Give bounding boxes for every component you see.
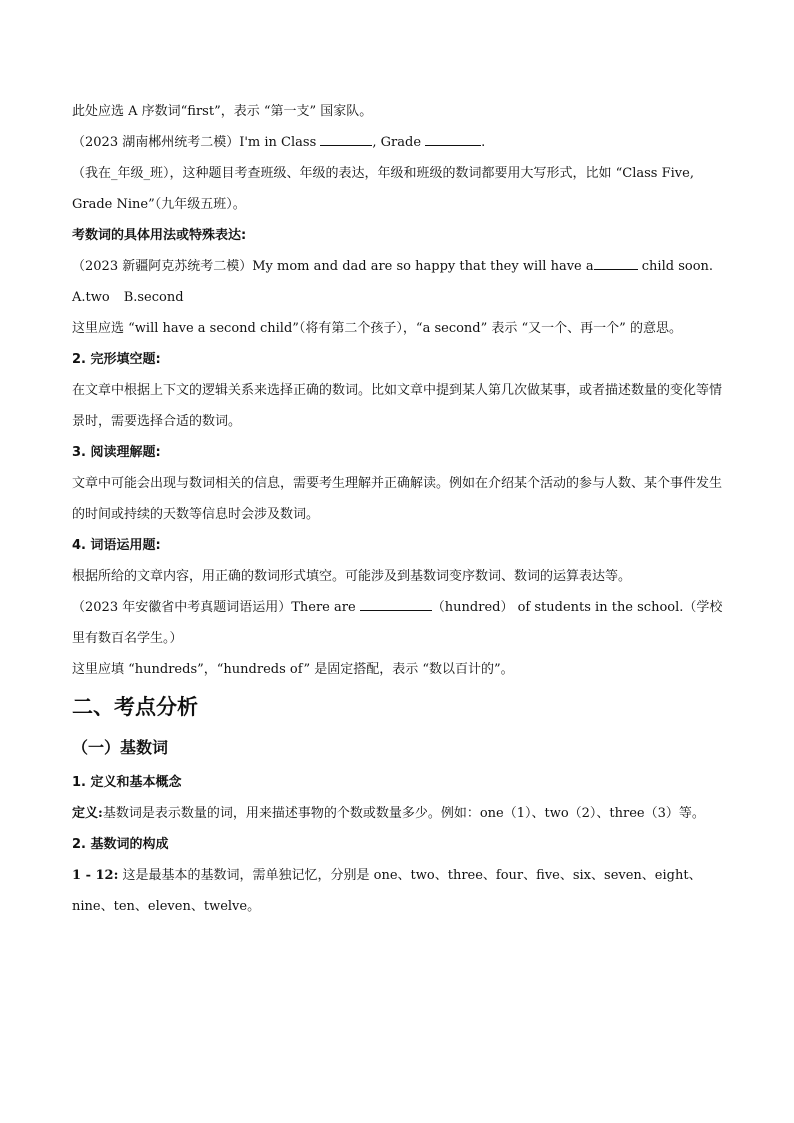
paragraph-word-usage: 根据所给的文章内容，用正确的数词形式填空。可能涉及到基数词变序数词、数词的运算表达等。 [72,569,632,584]
paragraph-class-grade-question [72,127,724,158]
question-text: . [481,135,486,150]
heading-definition: 1. 定义和基本概念 [72,775,182,790]
section-heading-analysis: 二、考点分析 [72,695,198,719]
heading-special-usage: 考数词的具体用法或特殊表达: [72,228,247,243]
answer-options [72,282,724,313]
question-text: child soon. [637,259,714,274]
heading-reading: 3. 阅读理解题: [72,445,161,460]
heading-cloze: 2. 完形填空题: [72,352,161,367]
formation-text: 这是最基本的基数词，需单独记忆，分别是 one、two、three、four、five、six、seven、eight、nine、ten、eleven、twelve。 [72,868,702,914]
question-text: （2023 湖南郴州统考二模）I'm in Class [72,135,321,150]
answer-blank[interactable] [320,133,372,146]
paragraph-first-answer: 此处应选 A 序数词“first”，表示 “第一支” 国家队。 [72,104,373,119]
definition-text: 基数词是表示数量的词，用来描述事物的个数或数量多少。例如：one（1）、two（2）、three（3）等。 [102,806,705,821]
question-text: （2023 年安徽省中考真题词语运用）There are [72,600,360,615]
answer-blank[interactable] [425,133,481,146]
paragraph-reading: 文章中可能会出现与数词相关的信息，需要考生理解并正确解读。例如在介绍某个活动的参与人数、某个事件发生的时间或持续的天数等信息时会涉及数词。 [72,476,723,522]
paragraph-formation [72,860,724,922]
question-text: （2023 新疆阿克苏统考二模）My mom and dad are so happy that they will have a [72,259,594,274]
paragraph-second-child-question [72,251,724,282]
paragraph-cloze: 在文章中根据上下文的逻辑关系来选择正确的数词。比如文章中提到某人第几次做某事，或者描述数量的变化等情景时，需要选择合适的数词。 [72,383,723,429]
definition-label: 定义: [72,806,103,821]
document-page [72,96,724,922]
option-a: A.two [72,290,110,305]
answer-blank[interactable] [360,598,432,611]
subsection-heading-cardinal: （一）基数词 [72,738,169,757]
option-b: B.second [123,290,184,305]
question-text: （hundred） of students in the school.（学校里有数百名学生。） [72,600,723,646]
answer-blank[interactable] [594,257,638,270]
paragraph-definition [72,798,724,829]
formation-label: 1 - 12: [72,868,119,883]
paragraph-class-grade-explanation: （我在_年级_班），这种题目考查班级、年级的表达，年级和班级的数词都要用大写形式，比如 “Class Five, Grade Nine”（九年级五班）。 [72,166,694,212]
paragraph-second-child-explanation: 这里应选 “will have a second child”（将有第二个孩子），“a second” 表示 “又一个、再一个” 的意思。 [72,321,682,336]
question-text: , Grade [372,135,426,150]
heading-word-usage: 4. 词语运用题: [72,538,161,553]
paragraph-hundreds-question [72,592,724,654]
paragraph-hundreds-explanation: 这里应填 “hundreds”，“hundreds of” 是固定搭配，表示 “数以百计的”。 [72,662,514,677]
heading-formation: 2. 基数词的构成 [72,837,169,852]
